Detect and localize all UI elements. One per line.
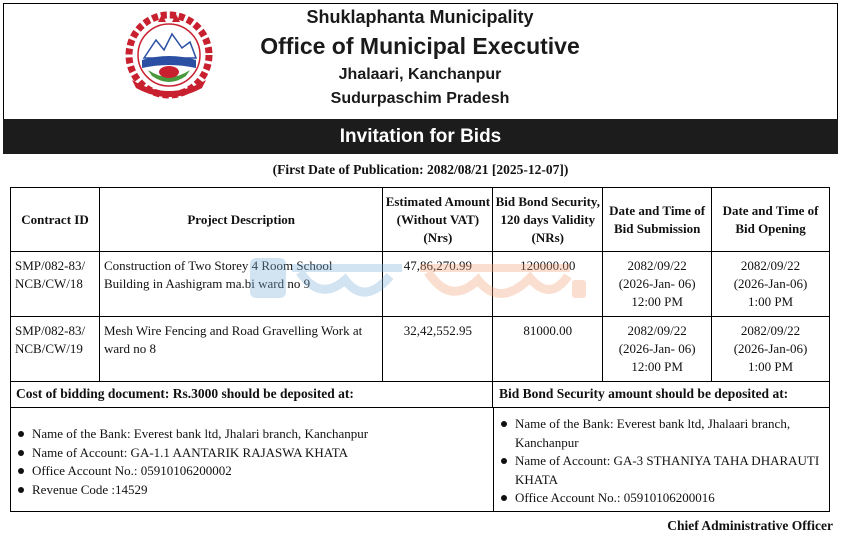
row-submission: [603, 317, 712, 382]
submission-time: 12:00 PM: [631, 294, 683, 309]
bid-bond-list: [497, 415, 827, 508]
header-bond: Bid Bond Security, 120 days Validity (NRs): [493, 188, 603, 252]
list-item: Name of Account: GA-1.1 AANTARIK RAJASWA KHATA: [14, 444, 484, 463]
row-bond: 120000.00: [493, 252, 603, 317]
row-contract-id: SMP/082-83/ NCB/CW/18: [11, 252, 100, 317]
row-description: Construction of Two Storey 4 Room School Building in Aashigram ma.bi ward no 9: [99, 252, 382, 317]
submission-date: 2082/09/22: [627, 258, 687, 273]
publication-date: (First Date of Publication: 2082/08/21 [2025-12-07]): [272, 162, 569, 177]
list-item: Name of the Bank: Everest bank ltd, Jhalaari branch, Kanchanpur: [497, 415, 827, 452]
submission-date: 2082/09/22: [627, 323, 687, 338]
header-description: Project Description: [99, 188, 382, 252]
section-divider: [493, 408, 494, 512]
table-row: [11, 317, 830, 382]
list-item: Office Account No.: 05910106200016: [497, 489, 827, 508]
bullet-icon: [501, 495, 507, 501]
submission-date-ad: (2026-Jan- 06): [618, 276, 696, 291]
opening-time: 1:00 PM: [747, 294, 794, 309]
bid-bond-heading: Bid Bond Security amount should be deposited at:: [493, 380, 830, 408]
row-bond: 81000.00: [493, 317, 603, 382]
row-contract-id: SMP/082-83/ NCB/CW/19: [11, 317, 100, 382]
bidding-document-heading: Cost of bidding document: Rs.3000 should be deposited at:: [10, 380, 493, 408]
bullet-icon: [18, 487, 24, 493]
opening-date: 2082/09/22: [740, 323, 801, 338]
row-amount: 47,86,270.99: [383, 252, 493, 317]
table-row: [11, 252, 830, 317]
header-submission: Date and Time of Bid Submission: [603, 188, 712, 252]
submission-time: 12:00 PM: [631, 359, 683, 374]
header-contract-id: Contract ID: [11, 188, 100, 252]
bullet-icon: [501, 458, 507, 464]
header-opening: Date and Time of Bid Opening: [712, 188, 830, 252]
row-opening: [712, 317, 830, 382]
opening-date: 2082/09/22: [740, 258, 801, 273]
bullet-icon: [501, 421, 507, 427]
row-description: Mesh Wire Fencing and Road Gravelling Work at ward no 8: [99, 317, 382, 382]
header-amount: Estimated Amount (Without VAT) (Nrs): [383, 188, 493, 252]
row-opening: [712, 252, 830, 317]
bullet-icon: [18, 468, 24, 474]
list-item: Revenue Code :14529: [14, 481, 484, 500]
bullet-icon: [18, 450, 24, 456]
opening-date-ad: (2026-Jan-06): [733, 341, 808, 356]
table-header-row: [11, 188, 830, 252]
office-location: Jhalaari, Kanchanpur: [338, 66, 502, 83]
bullet-icon: [18, 431, 24, 437]
office-name: Office of Municipal Executive: [260, 33, 580, 59]
opening-time: 1:00 PM: [747, 359, 794, 374]
municipality-name: Shuklaphanta Municipality: [306, 7, 534, 27]
row-amount: 32,42,552.95: [383, 317, 493, 382]
submission-date-ad: (2026-Jan- 06): [618, 341, 696, 356]
list-item: Name of Account: GA-3 STHANIYA TAHA DHARAUTI KHATA: [497, 452, 827, 489]
bidding-document-list: [14, 425, 484, 499]
list-item: Name of the Bank: Everest bank ltd, Jhalari branch, Kanchanpur: [14, 425, 484, 444]
notice-title: Invitation for Bids: [3, 119, 838, 154]
signature-title: Chief Administrative Officer: [667, 518, 833, 533]
province-name: Sudurpaschim Pradesh: [330, 90, 510, 107]
opening-date-ad: (2026-Jan-06): [733, 276, 808, 291]
list-item: Office Account No.: 05910106200002: [14, 462, 484, 481]
row-submission: [603, 252, 712, 317]
bids-table: [10, 187, 830, 382]
